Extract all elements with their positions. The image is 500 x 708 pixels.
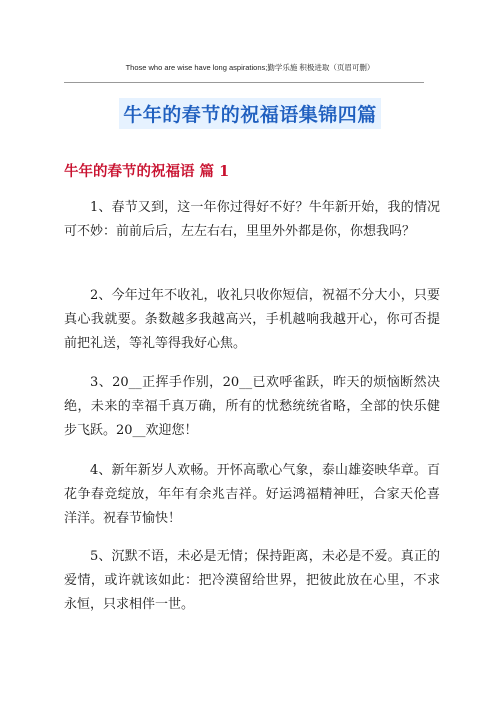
- paragraph-1: 1、春节又到，这一年你过得好不好？牛年新开始，我的情况可不妙：前前后后，左左右右，里里外外都是你，你想我吗？: [64, 200, 440, 239]
- section-heading: 牛年的春节的祝福语 篇 1: [64, 163, 230, 180]
- header-divider: [64, 82, 424, 83]
- document-title: [0, 98, 500, 129]
- paragraph-3: 3、20__正挥手作别，20__已欢呼雀跃，昨天的烦恼断然决绝，未来的幸福千真万确，所有的忧愁统统省略，全部的快乐健步飞跃。20__欢迎您！: [64, 375, 440, 438]
- paragraph-4: 4、新年新岁人欢畅。开怀高歌心气象，泰山雄姿映华章。百花争春竞绽放，年年有余兆吉祥。好运鸿福精神旺，合家天伦喜洋洋。祝春节愉快！: [64, 463, 440, 526]
- paragraph-5: 5、沉默不语，未必是无情；保持距离，未必是不爱。真正的爱情，或许就该如此：把冷漠留给世界，把彼此放在心里，不求永恒，只求相伴一世。: [64, 549, 440, 612]
- paragraph-2: 2、今年过年不收礼，收礼只收你短信，祝福不分大小，只要真心我就要。条数越多我越高兴，手机越响我越开心，你可否提前把礼送，等礼等得我好心焦。: [64, 288, 440, 351]
- page-header: Those who are wise have long aspirations;勤学乐施 积极进取（页眉可删）: [125, 63, 375, 72]
- document-title-text: 牛年的春节的祝福语集锦四篇: [119, 98, 381, 129]
